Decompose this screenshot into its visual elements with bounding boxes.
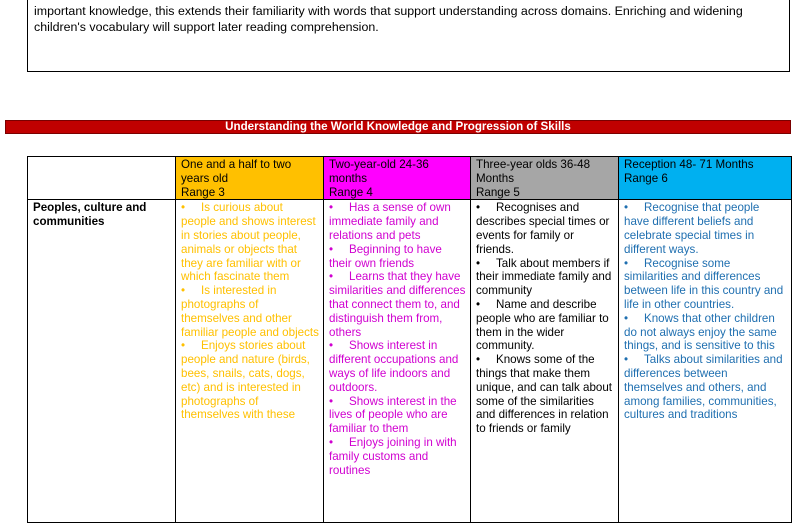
header-age: Reception 48- 71 Months bbox=[624, 158, 754, 171]
list-item: • Shows interest in the lives of people who are familiar to them bbox=[329, 394, 457, 436]
list-item: • Recognises and describes special times or events for family or friends. bbox=[476, 201, 610, 256]
banner-title: Understanding the World Knowledge and Progression of Skills bbox=[225, 120, 571, 133]
bullet-icon: • bbox=[476, 201, 481, 215]
intro-text: important knowledge, this extends their familiarity with words that support understanding across domains. Enriching and widening children's vocabulary will support later reading comprehension. bbox=[34, 4, 743, 34]
header-range-5 bbox=[471, 157, 619, 200]
header-range-6 bbox=[619, 157, 792, 200]
list-item: • Name and describe people who are familiar to them in the wider community. bbox=[476, 297, 609, 353]
bullet-icon: • bbox=[624, 353, 629, 367]
header-range-3 bbox=[176, 157, 324, 200]
list-item: • Enjoys stories about people and nature (birds, bees, snails, cats, dogs, etc) and is interested in photographs of themselves with these bbox=[181, 339, 310, 422]
list-item: • Beginning to have their own friends bbox=[329, 242, 442, 270]
bullet-icon: • bbox=[329, 339, 334, 353]
list-item: • Talk about members if their immediate family and community bbox=[476, 256, 612, 298]
bullet-icon: • bbox=[329, 270, 334, 284]
header-age: Two-year-old 24-36 months bbox=[329, 158, 429, 185]
list-item: • Talks about similarities and differences between themselves and others, and among families, communities, cultures and traditions bbox=[624, 353, 783, 422]
bullet-icon: • bbox=[624, 201, 629, 215]
section-banner bbox=[5, 120, 791, 134]
row-label-text: Peoples, culture and communities bbox=[33, 201, 147, 229]
bullet-icon: • bbox=[329, 435, 334, 449]
bullet-icon: • bbox=[476, 297, 481, 311]
range-6-cell bbox=[619, 200, 792, 523]
intro-text-box bbox=[27, 0, 790, 72]
progression-table bbox=[27, 156, 792, 523]
bullet-icon: • bbox=[624, 311, 629, 325]
list-item: • Knows that other children do not always enjoy the same things, and is sensitive to this bbox=[624, 311, 777, 353]
header-range-4 bbox=[324, 157, 471, 200]
table-row bbox=[28, 200, 792, 523]
list-item: • Learns that they have similarities and differences that connect them to, and distinguish them from, others bbox=[329, 270, 466, 339]
bullet-icon: • bbox=[329, 201, 334, 215]
bullet-icon: • bbox=[181, 284, 186, 298]
list-item: • Recognise that people have different beliefs and celebrate special times in different ways. bbox=[624, 201, 760, 256]
bullet-icon: • bbox=[181, 339, 186, 353]
header-age: One and a half to two years old bbox=[181, 158, 292, 185]
header-range: Range 6 bbox=[624, 171, 668, 185]
list-item: • Knows some of the things that make them unique, and can talk about some of the similarities and differences in relation to friends or family bbox=[476, 353, 613, 436]
header-age: Three-year olds 36-48 Months bbox=[476, 158, 591, 185]
list-item: • Shows interest in different occupations and ways of life indoors and outdoors. bbox=[329, 339, 459, 394]
table-header-row bbox=[28, 157, 792, 200]
header-range: Range 5 bbox=[476, 185, 520, 199]
list-item: • Enjoys joining in with family customs and routines bbox=[329, 435, 457, 477]
bullet-icon: • bbox=[476, 256, 481, 270]
bullet-icon: • bbox=[181, 201, 186, 215]
bullet-icon: • bbox=[476, 353, 481, 367]
list-item: • Has a sense of own immediate family and relations and pets bbox=[329, 201, 451, 242]
range-3-cell bbox=[176, 200, 324, 523]
row-label-peoples-culture bbox=[28, 200, 176, 523]
bullet-icon: • bbox=[329, 394, 334, 408]
range-4-cell bbox=[324, 200, 471, 523]
header-range: Range 4 bbox=[329, 185, 373, 199]
list-item: • Is curious about people and shows interest in stories about people, animals or objects that they are familiar with or which fascinate them bbox=[181, 201, 316, 284]
list-item: • Recognise some similarities and differences between life in this country and life in other countries. bbox=[624, 256, 784, 311]
header-range: Range 3 bbox=[181, 185, 225, 199]
bullet-icon: • bbox=[624, 256, 629, 270]
header-corner-cell bbox=[28, 157, 176, 200]
list-item: • Is interested in photographs of themselves and other familiar people and objects bbox=[181, 284, 319, 339]
range-5-cell bbox=[471, 200, 619, 523]
bullet-icon: • bbox=[329, 242, 334, 256]
